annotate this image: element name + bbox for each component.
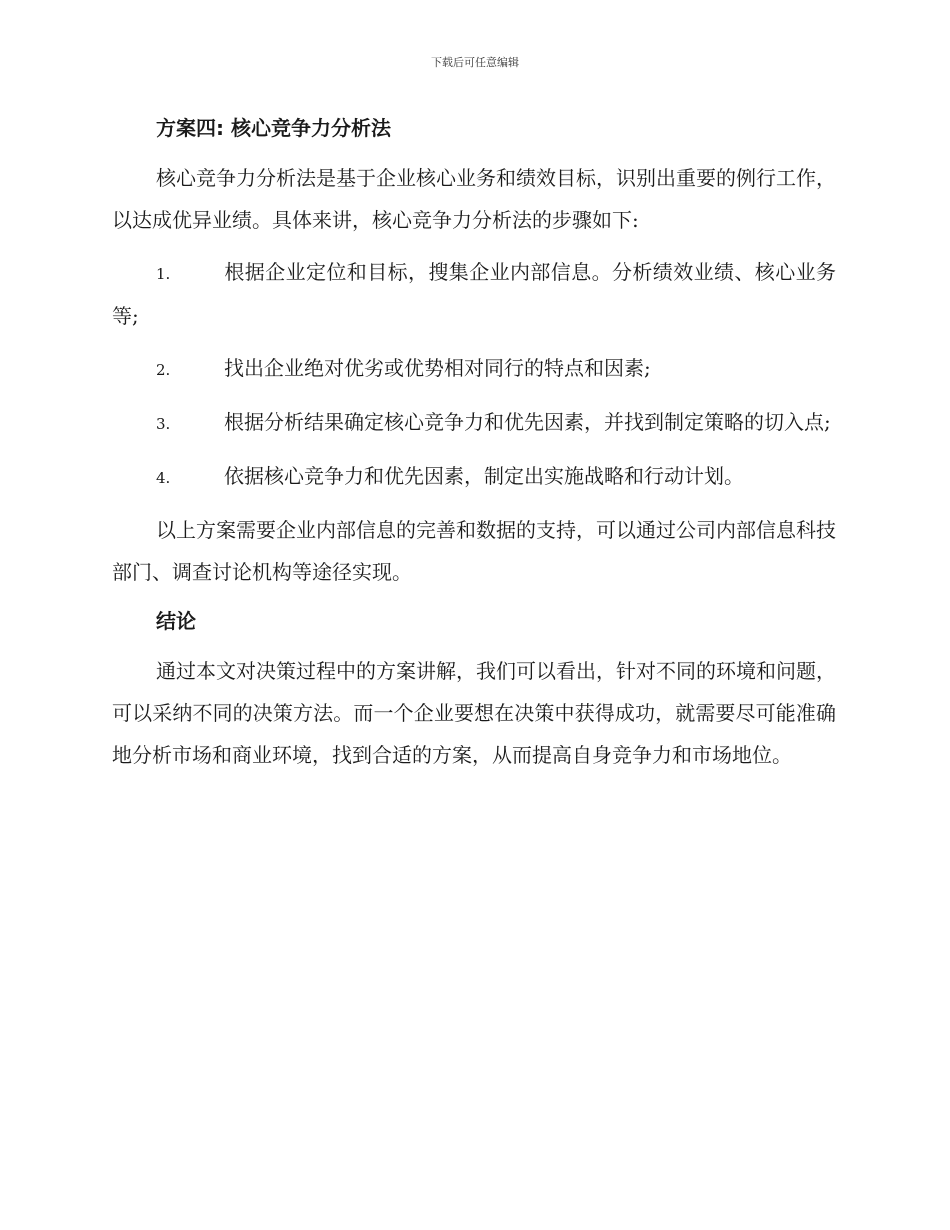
conclusion-heading: 结论 bbox=[156, 609, 196, 633]
section-heading: 方案四: 核心竞争力分析法 bbox=[156, 116, 391, 140]
list-item-number: 4. bbox=[156, 469, 171, 487]
list-item-number: 1. bbox=[156, 265, 171, 283]
conclusion-paragraph: 通过本文对决策过程中的方案讲解，我们可以看出，针对不同的环境和问题，可以采纳不同的决策方法。而一个企业要想在决策中获得成功，就需要尽可能准确地分析市场和商业环境，找到合适的方案，从而提高自身竞争力和市场地位。 bbox=[112, 659, 836, 767]
list-item-step-1 bbox=[112, 251, 836, 337]
list-item-text: 依据核心竞争力和优先因素，制定出实施战略和行动计划。 bbox=[224, 464, 744, 488]
document-body bbox=[112, 110, 836, 786]
page-header-note: 下载后可任意编辑 bbox=[431, 56, 519, 69]
list-item-number: 2. bbox=[156, 361, 171, 379]
list-item-text: 根据分析结果确定核心竞争力和优先因素，并找到制定策略的切入点; bbox=[224, 410, 831, 434]
list-item-step-4 bbox=[112, 455, 836, 499]
list-item-text: 根据企业定位和目标，搜集企业内部信息。分析绩效业绩、核心业务等; bbox=[112, 260, 836, 328]
section-intro-paragraph: 核心竞争力分析法是基于企业核心业务和绩效目标，识别出重要的例行工作，以达成优异业绩。具体来讲，核心竞争力分析法的步骤如下: bbox=[112, 166, 836, 232]
list-item-number: 3. bbox=[156, 415, 171, 433]
list-item-step-2 bbox=[112, 347, 836, 391]
section-closing-paragraph: 以上方案需要企业内部信息的完善和数据的支持，可以通过公司内部信息科技部门、调查讨论机构等途径实现。 bbox=[112, 518, 836, 584]
list-item-text: 找出企业绝对优劣或优势相对同行的特点和因素; bbox=[224, 356, 651, 380]
list-item-step-3 bbox=[112, 401, 836, 445]
